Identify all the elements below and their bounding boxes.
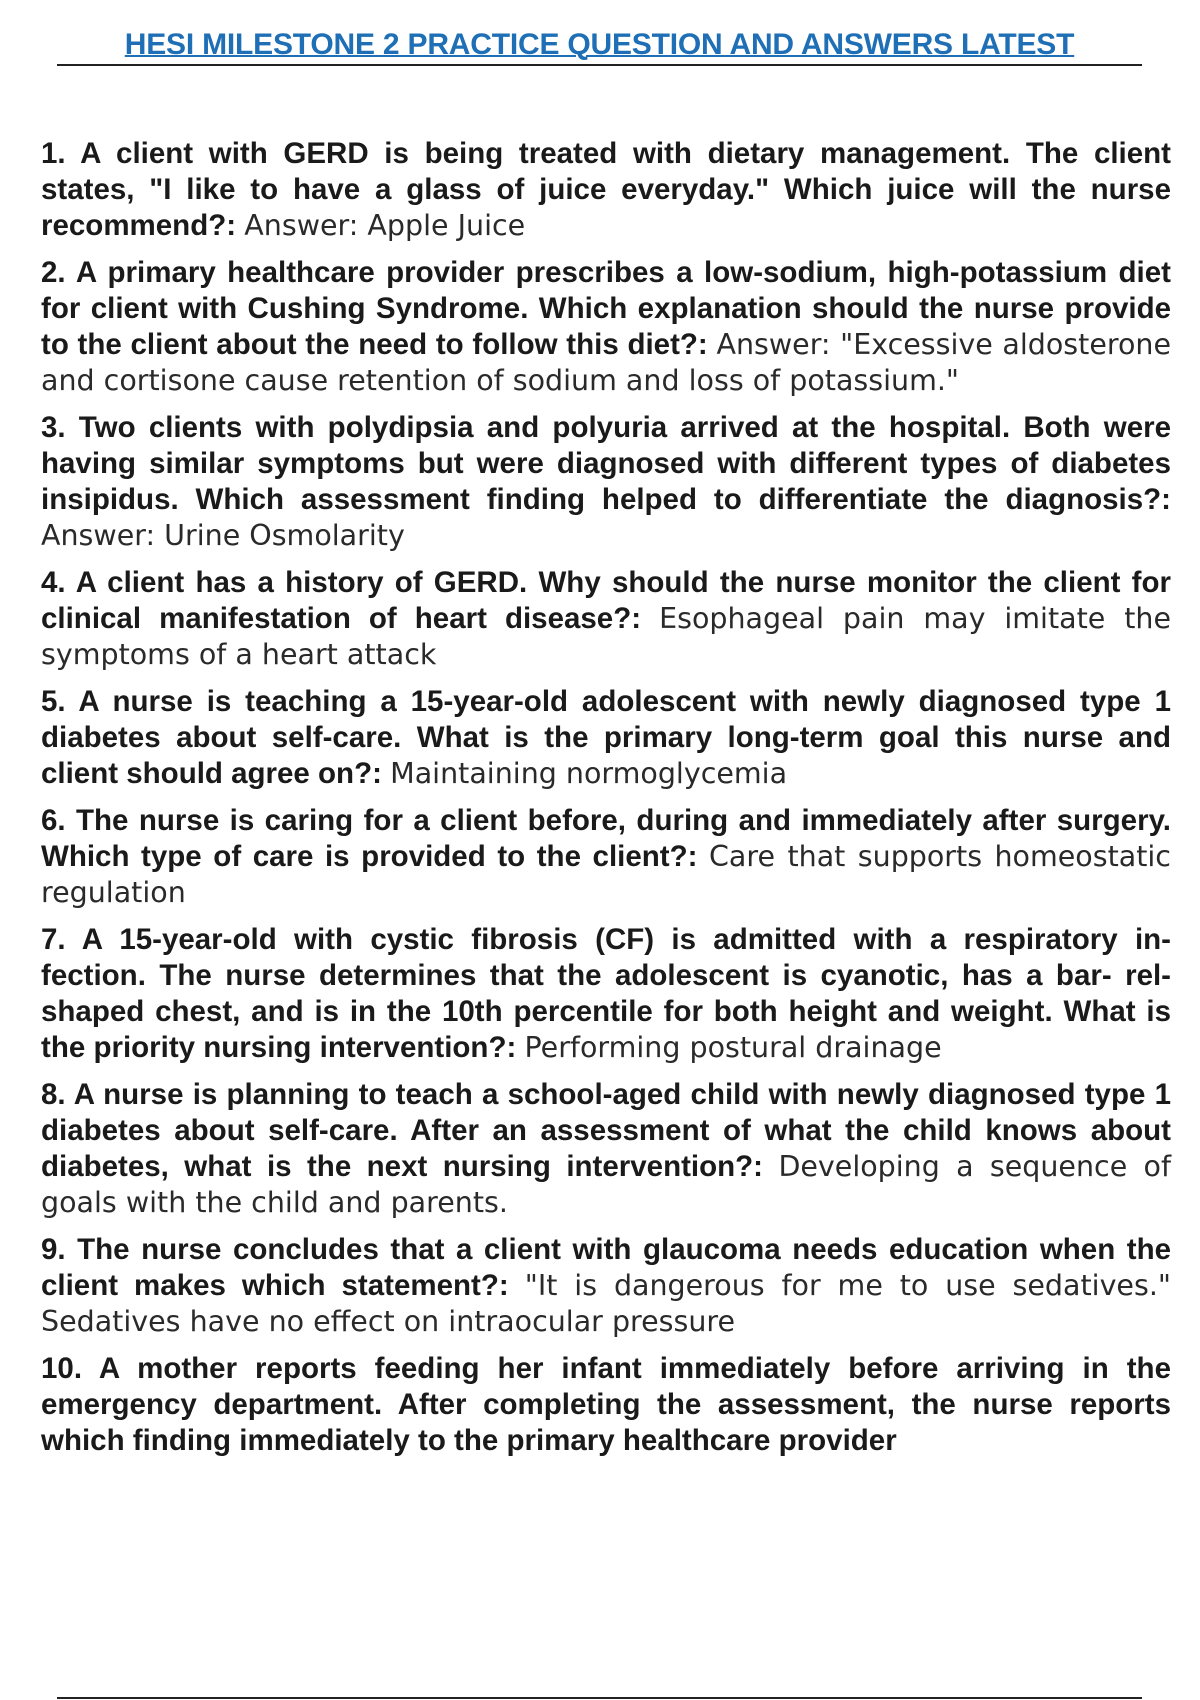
qa-item-9 (41, 1232, 1171, 1340)
answer-text: Esophageal pain may imitate the symptoms of a heart attack (41, 602, 1171, 671)
question-text: 9. The nurse concludes that a client with glaucoma needs education when the client makes which statement?: (41, 1233, 1171, 1302)
answer-text: Answer: "Excessive aldosterone and cortisone cause retention of sodium and loss of potassium." (41, 328, 1171, 397)
qa-item-7 (41, 922, 1171, 1066)
question-text: 10. A mother reports feeding her infant immediately before arriving in the emergency department. After completing the assessment, the nurse reports which finding immediately to the primary healthcare provider (41, 1352, 1171, 1457)
document-header (57, 26, 1142, 66)
answer-text: Care that supports homeostatic regulation (41, 840, 1171, 909)
answer-text: "It is dangerous for me to use sedatives." Sedatives have no effect on intraocular pressure (41, 1269, 1171, 1338)
question-list (41, 136, 1171, 1470)
qa-item-6 (41, 803, 1171, 911)
question-text: 1. A client with GERD is being treated with dietary management. The client states, "I like to have a glass of juice everyday." Which juice will the nurse recommend?: (41, 137, 1171, 242)
footer-divider (57, 1697, 1142, 1699)
qa-item-2 (41, 255, 1171, 399)
answer-text: Developing a sequence of goals with the child and parents. (41, 1150, 1171, 1219)
question-text: 4. A client has a history of GERD. Why should the nurse monitor the client for clinical manifestation of heart disease?: (41, 566, 1171, 635)
qa-item-1 (41, 136, 1171, 244)
answer-text: Answer: Apple Juice (244, 209, 526, 242)
question-text: 3. Two clients with polydipsia and polyuria arrived at the hospital. Both were having similar symptoms but were diagnosed with different types of diabetes insipidus. Which assessment finding helped to differentiate the diagnosis?: (41, 411, 1171, 516)
question-text: 6. The nurse is caring for a client before, during and immediately after surgery. Which type of care is provided to the client?: (41, 804, 1171, 873)
answer-text: Maintaining normoglycemia (390, 757, 788, 790)
answer-text: Answer: Urine Osmolarity (41, 519, 405, 552)
question-text: 7. A 15-year-old with cystic fibrosis (CF) is admitted with a respiratory in- fection. The nurse determines that the adolescent is cyanotic, has a bar- rel-shaped chest, and is in the 10th percentile for both height and weight. What is the priority nursing intervention?: (41, 923, 1171, 1064)
qa-item-8 (41, 1077, 1171, 1221)
answer-text: Performing postural drainage (524, 1031, 942, 1064)
question-text: 5. A nurse is teaching a 15-year-old adolescent with newly diagnosed type 1 diabetes about self-care. What is the primary long-term goal this nurse and client should agree on?: (41, 685, 1171, 790)
qa-item-3 (41, 410, 1171, 554)
qa-item-10 (41, 1351, 1171, 1459)
question-text: 8. A nurse is planning to teach a school-aged child with newly diagnosed type 1 diabetes about self-care. After an assessment of what the child knows about diabetes, what is the next nursing intervention?: (41, 1078, 1171, 1183)
qa-item-4 (41, 565, 1171, 673)
document-title: HESI MILESTONE 2 PRACTICE QUESTION AND ANSWERS LATEST (124, 28, 1075, 61)
question-text: 2. A primary healthcare provider prescribes a low-sodium, high-potassium diet for client with Cushing Syndrome. Which explanation should the nurse provide to the client about the need to follow this diet?: (41, 256, 1171, 361)
qa-item-5 (41, 684, 1171, 792)
